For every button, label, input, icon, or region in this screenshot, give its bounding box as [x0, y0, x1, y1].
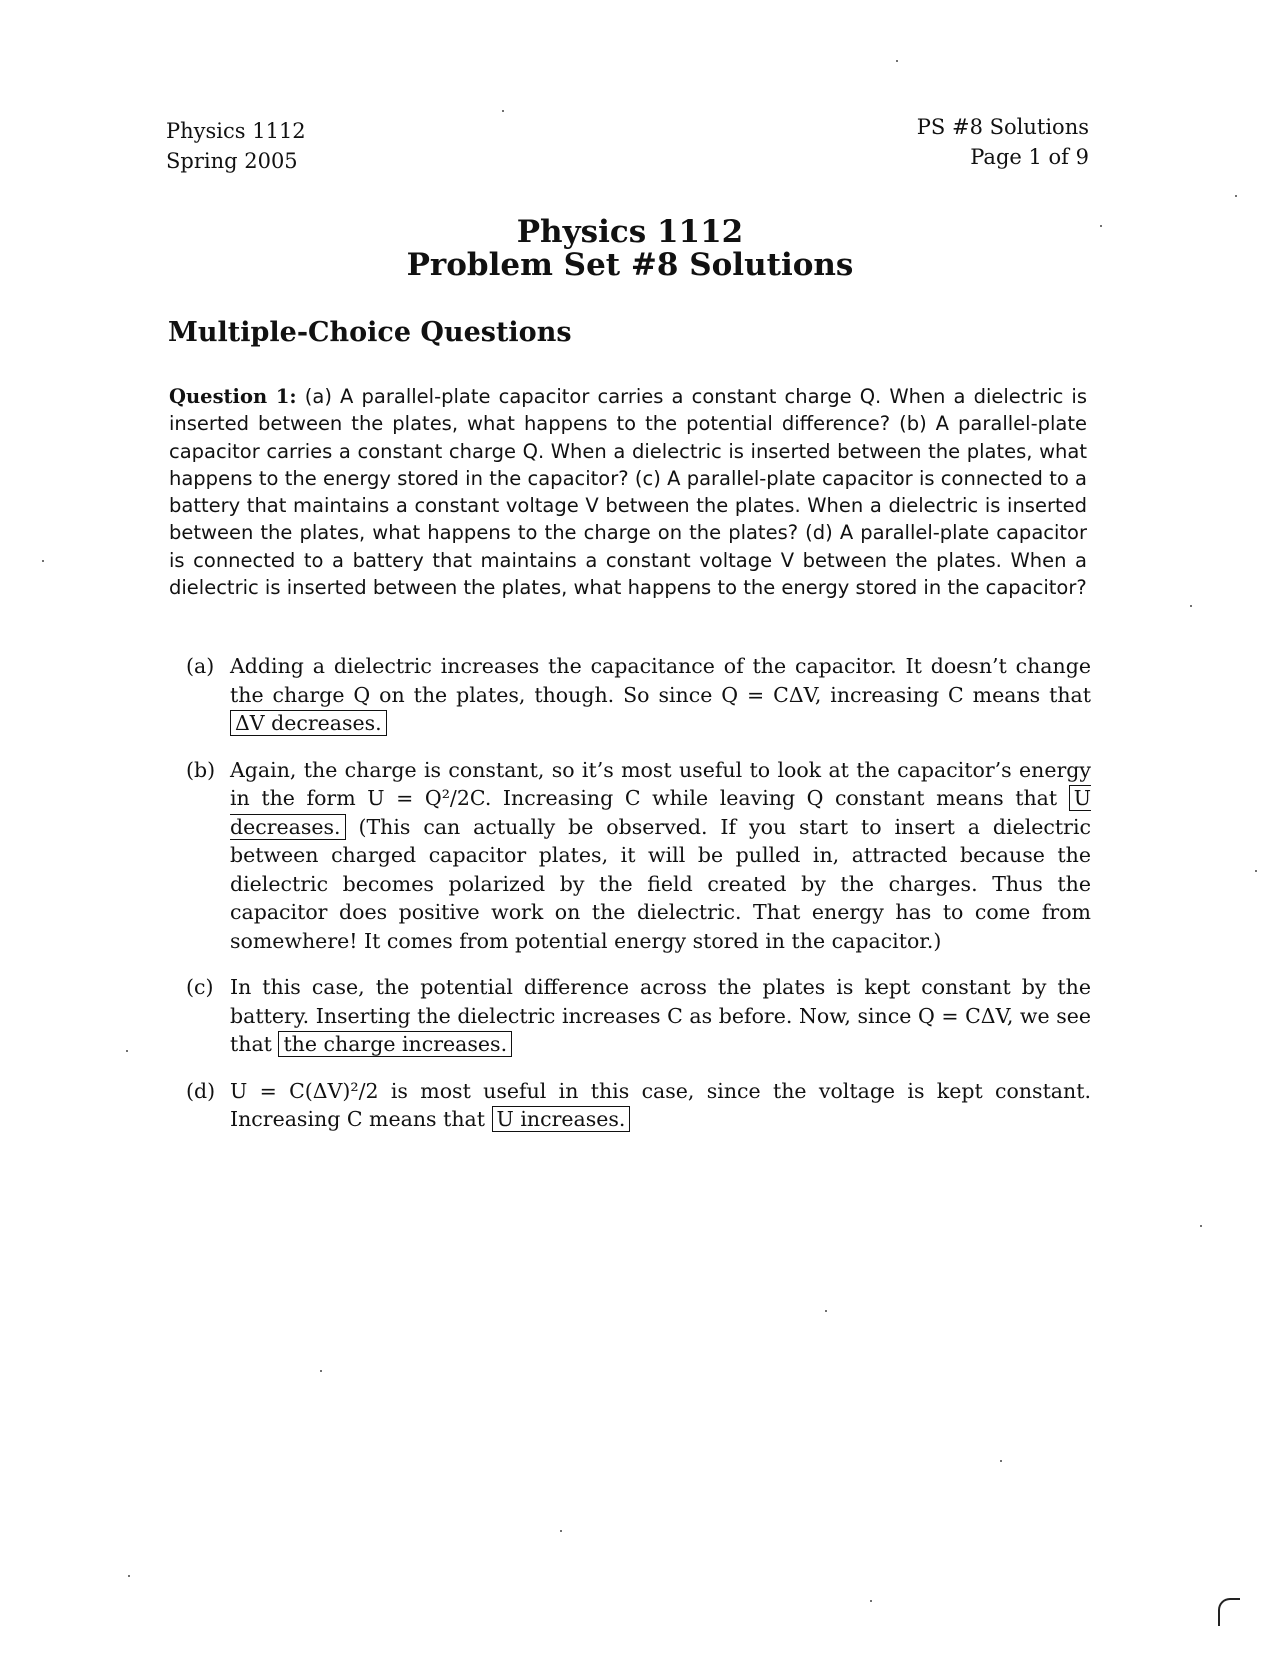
answer-label: (c) [186, 975, 214, 999]
page-number: Page 1 of 9 [970, 145, 1089, 169]
scan-speck [896, 60, 898, 62]
answers-list [186, 652, 1091, 1152]
header-left [166, 116, 306, 176]
boxed-answer: U increases. [492, 1106, 631, 1132]
answer-body [230, 652, 1091, 738]
answer-text: In this case, the potential difference across the plates is kept constant by the battery. Inserting the dielectric increases C as before. Now, since Q = CΔV, we see that [230, 975, 1091, 1056]
answer-d [186, 1077, 1091, 1134]
scan-speck [320, 1370, 322, 1372]
answer-label: (d) [186, 1078, 216, 1103]
scan-speck [1000, 1460, 1002, 1462]
corner-mark [1218, 1598, 1240, 1626]
answer-label: (a) [186, 654, 215, 678]
answer-a [186, 652, 1091, 738]
doc-label: PS #8 Solutions [916, 115, 1089, 139]
scan-speck [1235, 195, 1237, 197]
title-line-1: Physics 1112 [516, 214, 744, 250]
scan-speck [560, 1530, 562, 1532]
boxed-answer: ΔV decreases. [230, 710, 387, 736]
scan-speck [1100, 225, 1102, 227]
boxed-answer: the charge increases. [278, 1031, 512, 1057]
answer-c [186, 973, 1091, 1059]
answer-b [186, 756, 1091, 956]
term: Spring 2005 [166, 149, 298, 173]
answer-text: U = C(ΔV)²/2 is most useful in this case, since the voltage is kept constant. Increasing C means that [230, 1078, 1091, 1131]
answer-body [230, 1077, 1091, 1134]
answer-body [230, 756, 1091, 956]
answer-body [230, 973, 1091, 1059]
section-heading: Multiple-Choice Questions [168, 317, 572, 348]
answer-label: (b) [186, 757, 216, 782]
scan-speck [825, 1310, 827, 1312]
scan-speck [502, 110, 504, 112]
scan-speck [126, 1050, 128, 1052]
scan-speck [1200, 1225, 1202, 1227]
scan-speck [42, 560, 44, 562]
page-title [0, 216, 1260, 282]
boxed-answer: U decreases. [230, 786, 1091, 839]
question-text: (a) A parallel-plate capacitor carries a constant charge Q. When a dielectric is inserted between the plates, what happens to the potential difference? (b) A parallel-plate capacitor carries a constant charge Q. When a dielectric is inserted between the plates, what happens to the energy stored in the capacitor? (c) A parallel-plate capacitor is connected to a battery that maintains a constant voltage V between the plates. When a dielectric is inserted between the plates, what happens to the charge on the plates? (d) A parallel-plate capacitor is connected to a battery that maintains a constant voltage V between the plates. When a dielectric is inserted between the plates, what happens to the energy stored in the capacitor? [169, 385, 1088, 600]
answer-explanation: (This can actually be observed. If you start to insert a dielectric between charged capacitor plates, it will be pulled in, attracted because the dielectric becomes polarized by the field created by the charges. Thus the capacitor does positive work on the dielectric. That energy has to come from somewhere! It comes from potential energy stored in the capacitor.) [230, 814, 1091, 953]
title-line-2: Problem Set #8 Solutions [406, 247, 854, 283]
header-right [917, 112, 1089, 172]
answer-text: Adding a dielectric increases the capacitance of the capacitor. It doesn’t change the charge Q on the plates, though. So since Q = CΔV, increasing C means that [230, 654, 1091, 707]
question-label: Question 1: [169, 385, 297, 408]
scan-speck [128, 1575, 130, 1577]
scan-speck [1190, 605, 1192, 607]
course-name: Physics 1112 [166, 119, 306, 143]
scan-speck [1255, 870, 1257, 872]
question-1 [169, 383, 1087, 601]
scan-speck [870, 1600, 872, 1602]
answer-text: Again, the charge is constant, so it’s most useful to look at the capacitor’s energy in the form U = Q²/2C. Increasing C while leaving Q constant means that [230, 757, 1091, 810]
